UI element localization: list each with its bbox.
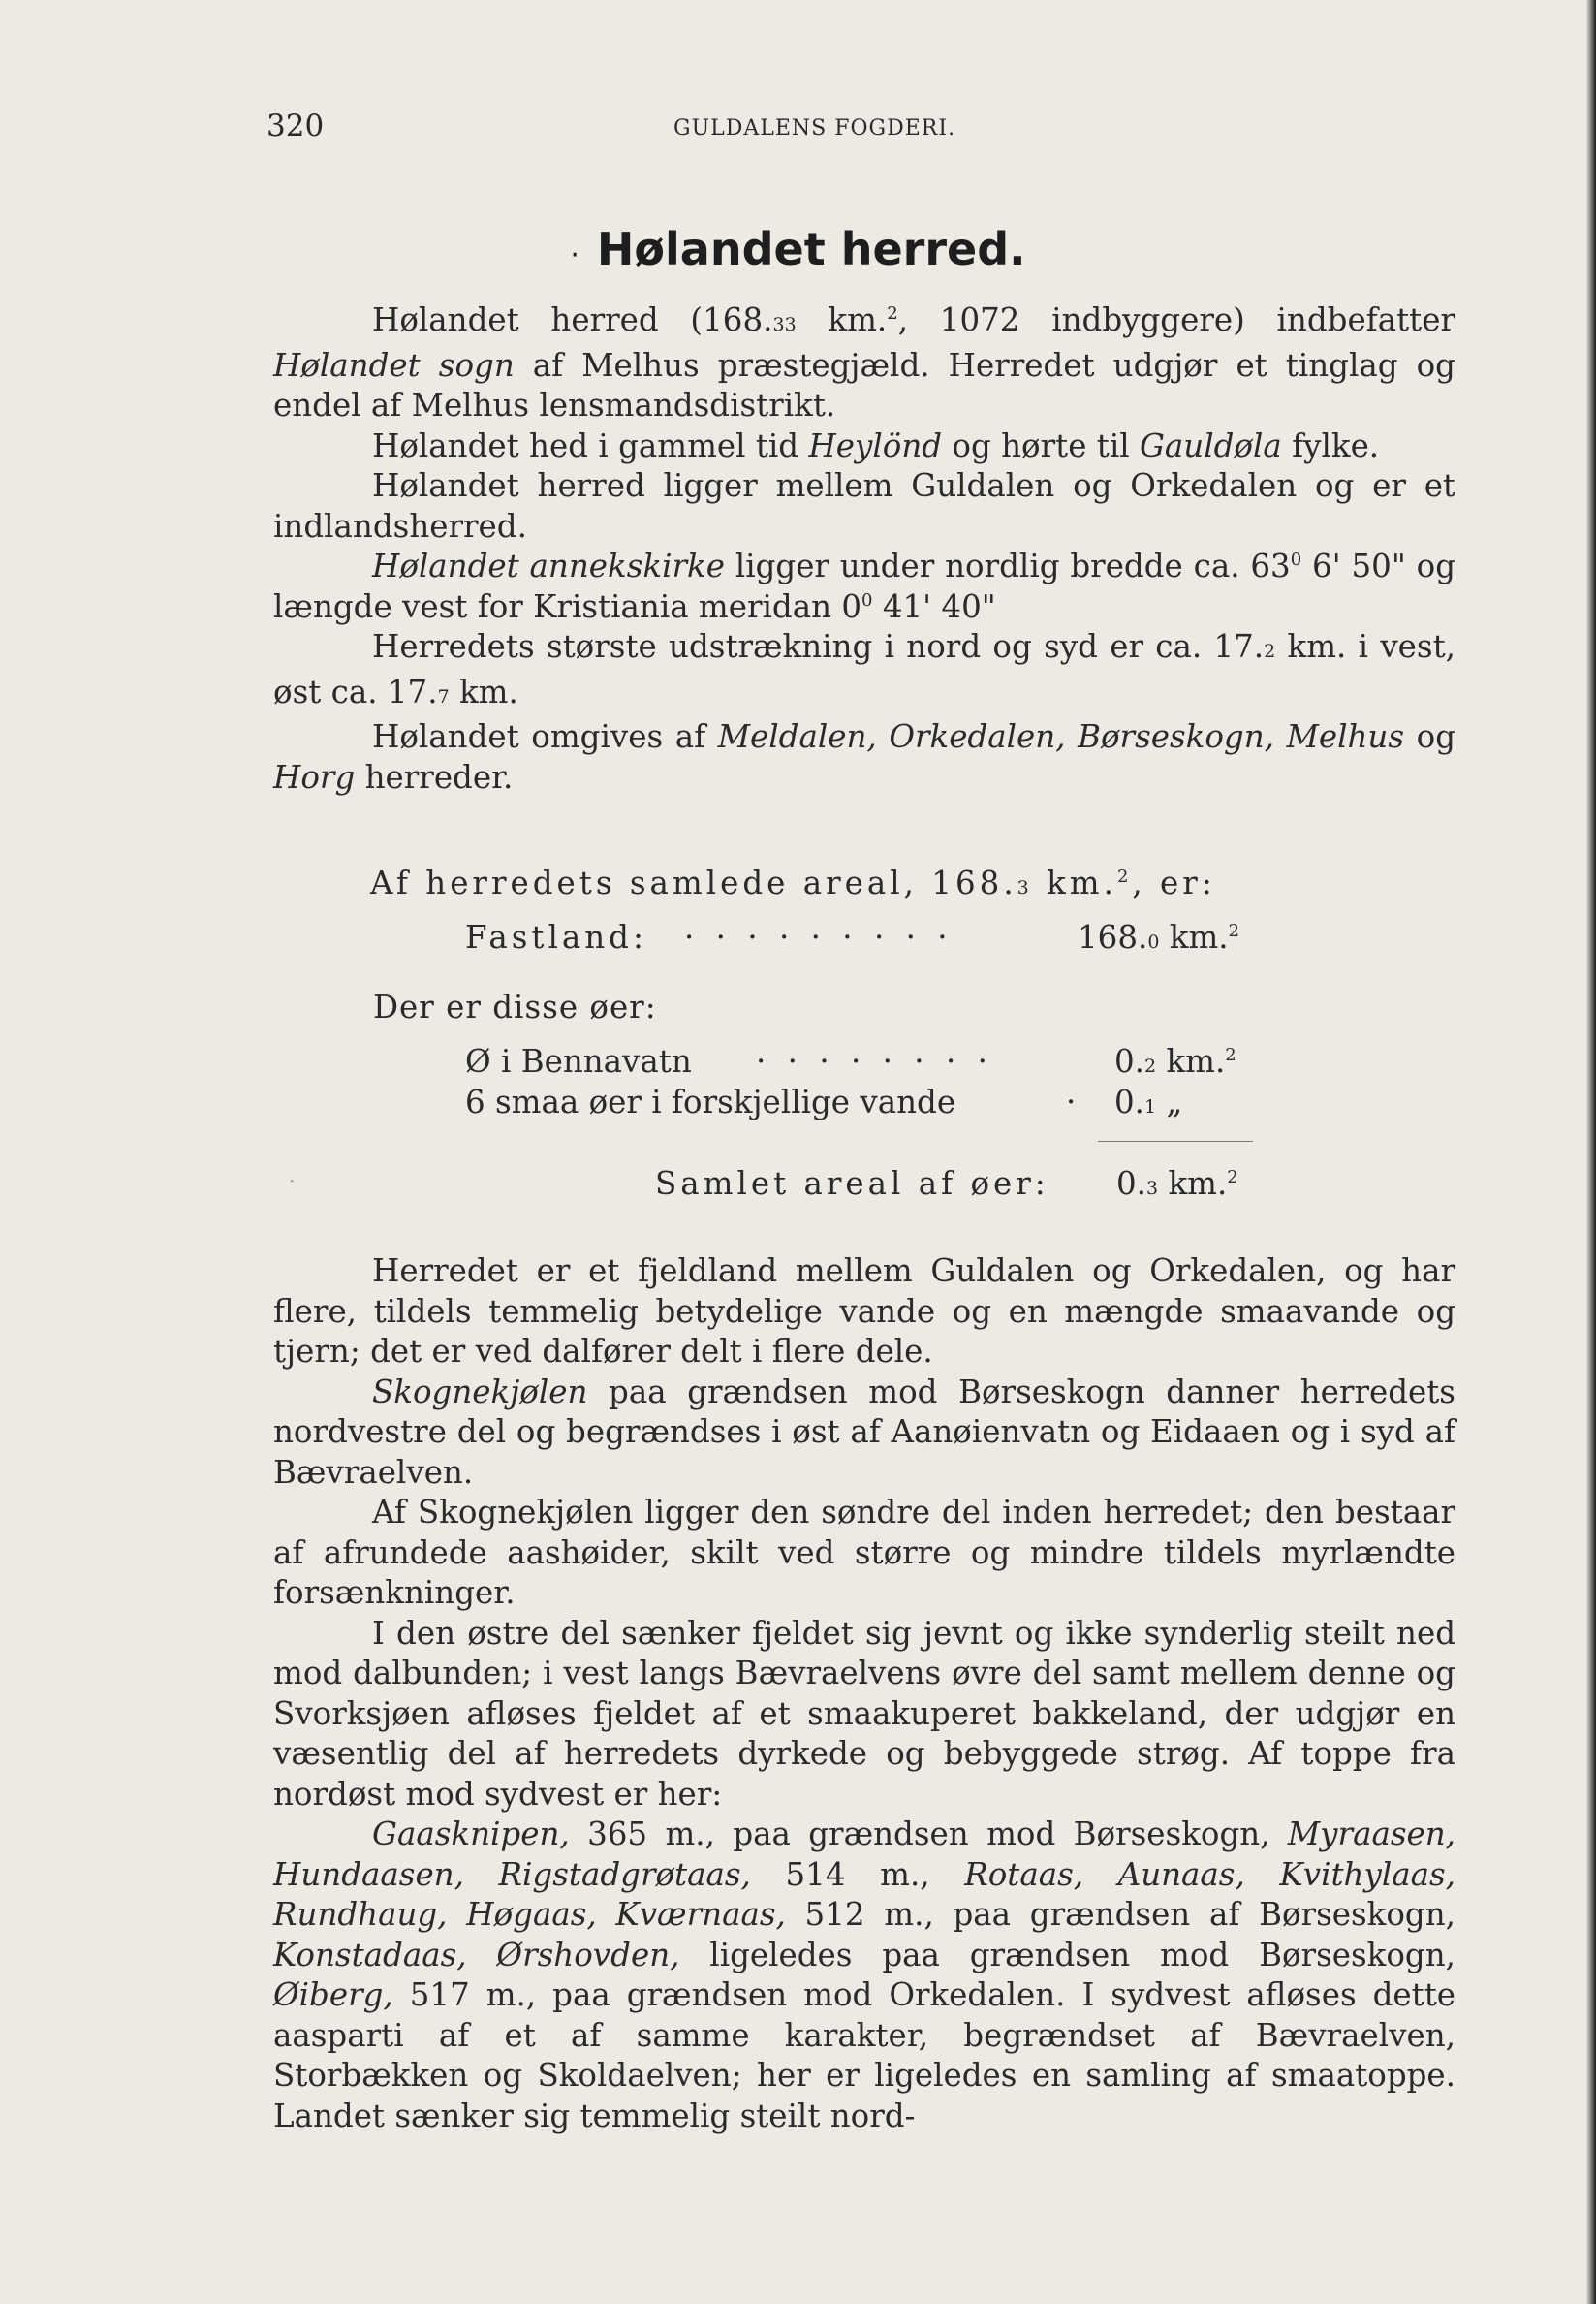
paragraph-body-5: Gaasknipen, 365 m., paa grændsen mod Børseskogn, Myraasen, Hundaasen, Rigstadgrøtaas, 514 m., Rotaas, Aunaas, Kvithylaas, Rundhaug, Høgaas, Kværnaas, 512 m., paa grændsen af Børseskogn, Konstadaas, Ørshovden, ligeledes paa grændsen mod Børseskogn, Øiberg, 517 m., paa grændsen mod Orkedalen. I sydvest afløses dette aasparti af et af samme karakter, begrændset af Bævraelven, Storbækken og Skoldaelven; her er ligeledes en samling af smaatoppe. Landet sænker sig temmelig steilt nord- <box>273 1815 1455 2134</box>
paragraph-body-4: I den østre del sænker fjeldet sig jevnt og ikke synderlig steilt ned mod dalbunden; i vest langs Bævraelvens øvre del samt mellem denne og Svorksjøen afløses fjeldet af et smaakuperet bakkeland, der udgjør en væsentlig del af herredets dyrkede og bebyggede strøg. Af toppe fra nordøst mod sydvest er her: <box>273 1614 1455 1813</box>
paragraph-intro-6: Hølandet omgives af Meldalen, Orkedalen, Børseskogn, Melhus og Horg herreder. <box>273 718 1455 796</box>
islands-total-value: 0.3 km.$^2$ <box>1116 1165 1238 1202</box>
sum-rule <box>1098 1141 1253 1142</box>
paragraph-intro-3: Hølandet herred ligger mellem Guldalen og Orkedalen og er et indlandsherred. <box>273 467 1455 545</box>
intro-section <box>273 300 1455 798</box>
paragraph-body-1: Herredet er et fjeldland mellem Guldalen og Orkedalen, og har flere, tildels temmelig betydelige vande og en mængde smaavande og tjern; det er ved dalfører delt i flere dele. <box>273 1252 1455 1370</box>
paragraph-body-3: Af Skognekjølen ligger den søndre del inden herredet; den bestaar af afrundede aashøider, skilt ved større og mindre tildels myrlændte forsænkninger. <box>273 1494 1455 1611</box>
area-heading: Af herredets samlede areal, 168.3 km.$^2$, er: <box>370 865 1216 901</box>
chapter-title-text: Hølandet herred. <box>596 223 1026 275</box>
page-header <box>266 109 1449 147</box>
fastland-value: 168.0 km.$^2$ <box>1078 919 1240 956</box>
fastland-leader-dots: · · · · · · · · · <box>684 919 954 956</box>
island-2-value: 0.1 „ <box>1114 1084 1183 1120</box>
body-section <box>273 1251 1455 2136</box>
islands-total-label: Samlet areal af øer: <box>655 1165 1049 1202</box>
paragraph-intro-2: Hølandet hed i gammel tid Heylönd og hørte til Gauldøla fylke. <box>372 426 1380 464</box>
island-1-value: 0.2 km.$^2$ <box>1114 1043 1236 1080</box>
paragraph-intro-1: Hølandet herred (168.33 km.$^2$, 1072 indbyggere) indbefatter Hølandet sogn af Melhus præstegjæld. Herredet udgjør et tinglag og endel af Melhus lensmandsdistrikt. <box>273 301 1455 424</box>
page-number: 320 <box>266 109 325 143</box>
stray-dot-mark: · <box>570 238 579 272</box>
paragraph-intro-4: Hølandet annekskirke ligger under nordlig bredde ca. $63^0$ 6' 50" og længde vest for Kristiania meridan $0^0$ 41' 40" <box>273 548 1456 625</box>
island-1-label: Ø i Bennavatn <box>465 1043 692 1080</box>
fastland-label: Fastland: <box>465 919 647 956</box>
running-title: GULDALENS FOGDERI. <box>673 116 956 141</box>
islands-intro: Der er disse øer: <box>373 989 657 1026</box>
stray-print-mark: · <box>289 1169 296 1192</box>
page-edge-shadow <box>1586 0 1596 2304</box>
paragraph-intro-5: Herredets største udstrækning i nord og syd er ca. 17.2 km. i vest, øst ca. 17.7 km. <box>273 628 1455 710</box>
island-1-leader-dots: · · · · · · · · <box>756 1043 993 1080</box>
paragraph-body-2: Skognekjølen paa grændsen mod Børseskogn danner herredets nordvestre del og begrændses i øst af Aanøienvatn og Eidaaen og i syd af Bævraelven. <box>273 1373 1455 1491</box>
island-2-leader-dots: · <box>1066 1084 1077 1120</box>
island-2-label: 6 smaa øer i forskjellige vande <box>465 1084 956 1120</box>
chapter-title <box>0 223 1596 275</box>
